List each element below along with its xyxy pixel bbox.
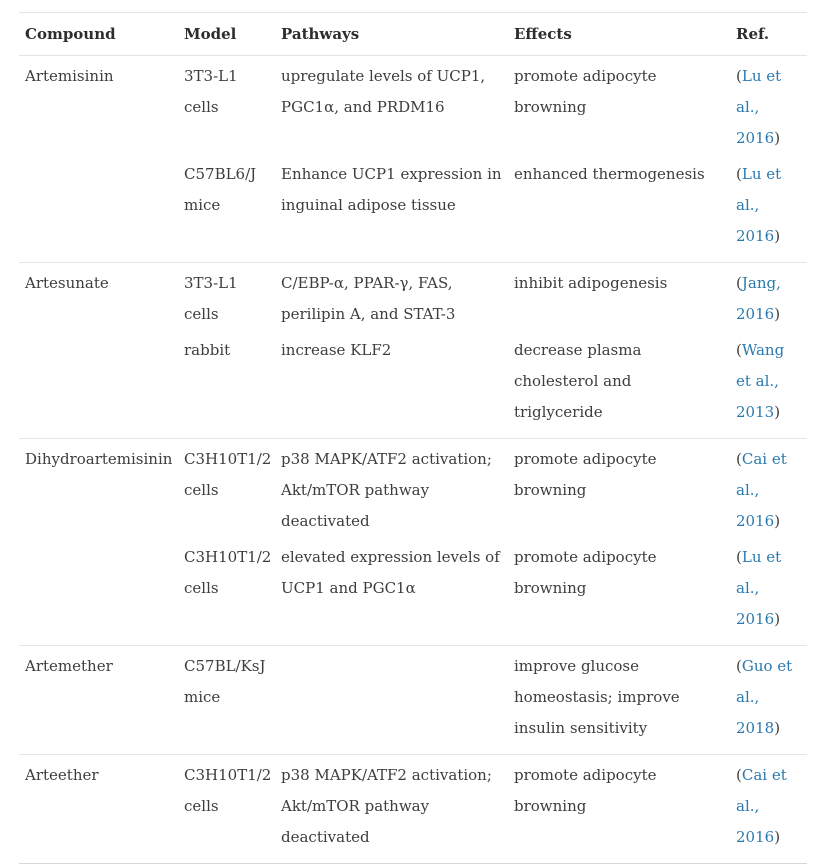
cell-compound [19,537,178,646]
cell-compound: Artesunate [25,274,109,292]
ref-link[interactable]: Lu et al., 2016 [736,67,782,147]
compound-table [19,12,807,864]
cell-effects: enhanced thermogenesis [514,165,705,183]
table-row [19,263,807,331]
cell-ref: (Wang et al., 2013) [736,341,785,421]
cell-ref: (Cai et al., 2016) [736,766,787,846]
cell-model: C57BL/KsJ mice [184,657,266,706]
table-row [19,646,807,755]
cell-compound: Artemisinin [25,67,114,85]
header-model: Model [184,25,237,43]
cell-compound: Dihydroartemisinin [25,450,173,468]
cell-effects: improve glucose homeostasis; improve insulin sensitivity [514,657,680,737]
cell-model: C57BL6/J mice [184,165,257,214]
ref-link[interactable]: Wang et al., 2013 [736,341,785,421]
cell-model: C3H10T1/2 cells [184,766,272,815]
cell-pathways: p38 MAPK/ATF2 activation; Akt/mTOR pathway deactivated [281,450,492,530]
cell-pathways: p38 MAPK/ATF2 activation; Akt/mTOR pathway deactivated [281,766,492,846]
cell-compound: Artemether [25,657,113,675]
cell-effects: promote adipocyte browning [514,548,657,597]
cell-pathways: elevated expression levels of UCP1 and PGC1α [281,548,500,597]
cell-model: C3H10T1/2 cells [184,548,272,597]
cell-compound [19,154,178,263]
cell-effects: promote adipocyte browning [514,67,657,116]
cell-ref: (Cai et al., 2016) [736,450,787,530]
cell-model: C3H10T1/2 cells [184,450,272,499]
cell-compound: Arteether [25,766,99,784]
cell-effects: promote adipocyte browning [514,766,657,815]
cell-model: 3T3-L1 cells [184,67,238,116]
cell-ref: (Lu et al., 2016) [736,165,782,245]
compound-table-container [19,12,807,864]
cell-ref: (Jang, 2016) [736,274,781,323]
ref-link[interactable]: Jang, 2016 [736,274,781,323]
table-row [19,56,807,155]
cell-effects: decrease plasma cholesterol and triglyceride [514,341,642,421]
ref-link[interactable]: Cai et al., 2016 [736,766,787,846]
table-row [19,154,807,263]
header-pathways: Pathways [281,25,360,43]
cell-effects: promote adipocyte browning [514,450,657,499]
table-row [19,439,807,538]
cell-pathways: Enhance UCP1 expression in inguinal adipose tissue [281,165,502,214]
cell-ref: (Lu et al., 2016) [736,67,782,147]
cell-compound [19,330,178,439]
ref-link[interactable]: Lu et al., 2016 [736,548,782,628]
cell-pathways: increase KLF2 [281,341,392,359]
cell-model: 3T3-L1 cells [184,274,238,323]
table-row [19,330,807,439]
ref-link[interactable]: Guo et al., 2018 [736,657,793,737]
cell-pathways: upregulate levels of UCP1, PGC1α, and PRDM16 [281,67,486,116]
ref-link[interactable]: Cai et al., 2016 [736,450,787,530]
header-compound: Compound [25,25,116,43]
table-row [19,755,807,864]
table-header-row [19,13,807,56]
header-effects: Effects [514,25,572,43]
cell-effects: inhibit adipogenesis [514,274,668,292]
cell-model: rabbit [184,341,231,359]
cell-pathways: C/EBP-α, PPAR-γ, FAS, perilipin A, and STAT-3 [281,274,456,323]
cell-pathways [275,646,508,755]
header-ref: Ref. [736,25,770,43]
cell-ref: (Guo et al., 2018) [736,657,793,737]
ref-link[interactable]: Lu et al., 2016 [736,165,782,245]
cell-ref: (Lu et al., 2016) [736,548,782,628]
table-row [19,537,807,646]
